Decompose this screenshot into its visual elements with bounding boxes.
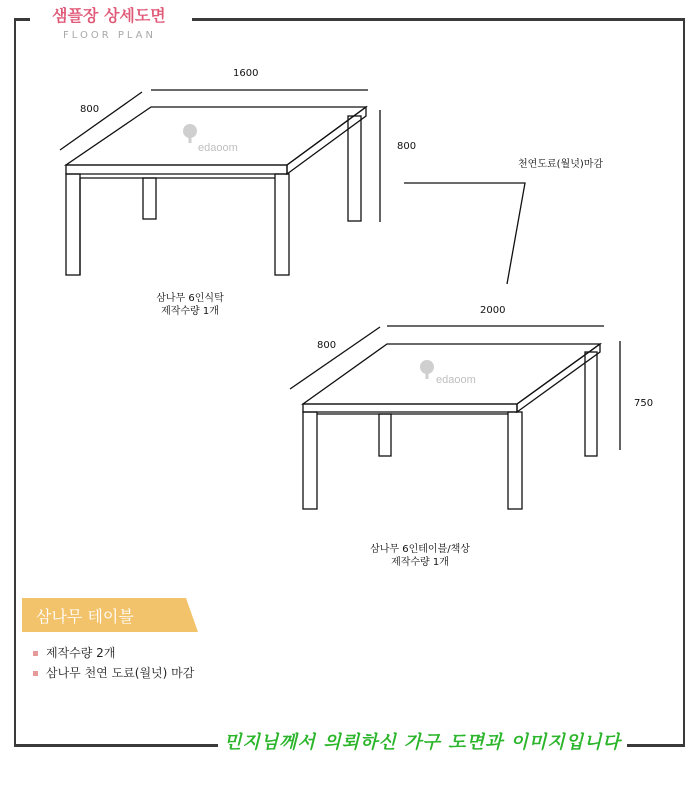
table2-caption	[340, 543, 500, 569]
table2-leg-front-left	[303, 412, 317, 509]
spec-item: 삼나무 천연 도료(월넛) 마감	[33, 664, 194, 681]
page-subtitle: FLOOR PLAN	[63, 30, 156, 41]
table2-length-label: 2000	[480, 305, 506, 316]
table1-top	[66, 107, 366, 165]
table2-logo-icon	[420, 360, 434, 379]
table1-leg-front-right	[275, 174, 289, 275]
table2-top-front-edge	[303, 404, 517, 412]
table1-name: 삼나무 6인식탁	[156, 293, 224, 304]
table2-leg-back-left	[379, 414, 391, 456]
table1-caption	[130, 292, 250, 318]
table2-logo: edaoom	[436, 374, 476, 386]
table1-length-label: 1600	[233, 68, 259, 79]
table1-leg-back-right	[348, 116, 361, 221]
table2-top-side-edge	[517, 344, 600, 412]
table1-depth-label: 800	[80, 104, 100, 115]
table2-leg-front-right	[508, 412, 522, 509]
table2-depth-label: 800	[317, 340, 337, 351]
section-title: 삼나무 테이블	[36, 607, 134, 626]
table1-top-side-edge	[287, 107, 366, 174]
table1-leg-front-left	[66, 174, 80, 275]
footer-message: 민지님께서 의뢰하신 가구 도면과 이미지입니다	[218, 728, 627, 754]
table2-qty: 제작수량 1개	[391, 557, 449, 568]
table1-logo-icon	[183, 124, 197, 143]
page-title: 샘플장 상세도면	[52, 6, 166, 25]
finish-note: 천연도료(월넛)마감	[518, 159, 604, 170]
table1-logo: edaoom	[198, 142, 238, 154]
finish-connector	[404, 183, 525, 284]
table2-name: 삼나무 6인테이블/책상	[370, 544, 470, 555]
spec-item: 제작수량 2개	[33, 644, 115, 661]
table1-height-label: 800	[397, 141, 417, 152]
bullet-icon	[33, 651, 38, 656]
table1-qty: 제작수량 1개	[161, 306, 219, 317]
table2-height-label: 750	[634, 398, 654, 409]
table1-top-front-edge	[66, 165, 287, 174]
table1-leg-back-left	[143, 178, 156, 219]
bullet-icon	[33, 671, 38, 676]
table2-leg-back-right	[585, 352, 597, 456]
